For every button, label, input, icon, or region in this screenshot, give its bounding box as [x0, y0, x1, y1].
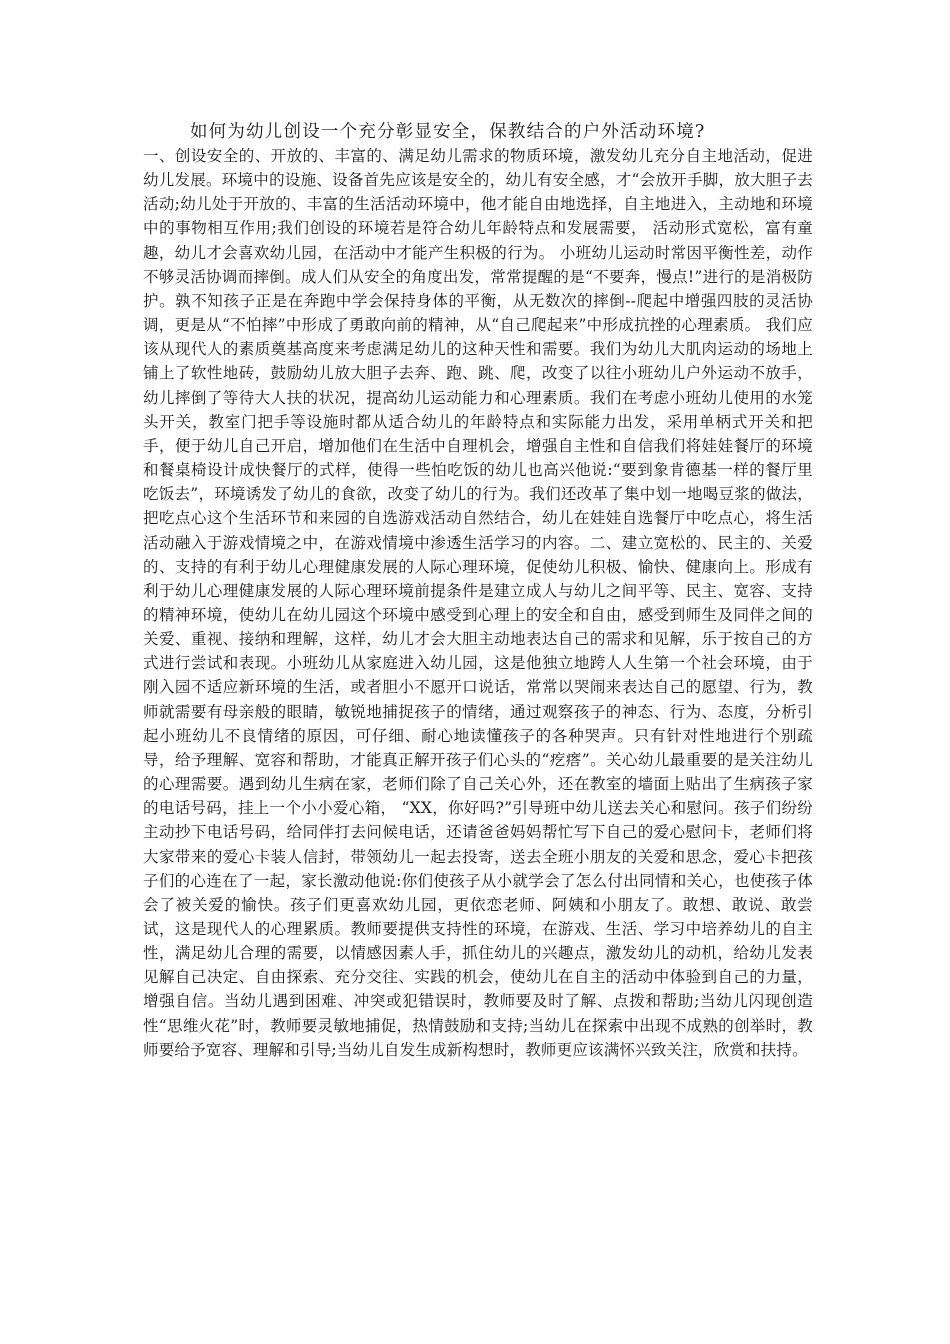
- document-title: 如何为幼儿创设一个充分彰显安全，保教结合的户外活动环境?: [190, 122, 706, 142]
- document-body: 一、创设安全的、开放的、丰富的、满足幼儿需求的物质环境，激发幼儿充分自主地活动，促进幼儿发展。环境中的设施、设备首先应该是安全的，幼儿有安全感，才“会放开手脚，放大胆子去活动;幼儿处于开放的、丰富的生活活动环境中，他才能自由地选择，自主地进入，主动地和环境中的事物相互作用;我们创设的环境若是符合幼儿年龄特点和发展需要， 活动形式宽松，富有童趣，幼儿才会喜欢幼儿园，在活动中才能产生积极的行为。 小班幼儿运动时常因平衡性差，动作不够灵活协调而摔倒。成人们从安全的角度出发，常常提醒的是“不要奔，慢点!”进行的是消极防护。孰不知孩子正是在奔跑中学会保持身体的平衡，从无数次的摔倒--爬起中增强四肢的灵活协调，更是从“不怕摔”中形成了勇敢向前的精神，从“自己爬起来”中形成抗挫的心理素质。 我们应该从现代人的素质奠基高度来考虑满足幼儿的这种天性和需要。我们为幼儿大肌肉运动的场地上铺上了软性地砖，鼓励幼儿放大胆子去奔、跑、跳、爬，改变了以往小班幼儿户外运动不放手，幼儿摔倒了等待大人扶的状况，提高幼儿运动能力和心理素质。我们在考虑小班幼儿使用的水笼头开关，教室门把手等设施时都从适合幼儿的年龄特点和实际能力出发，采用单柄式开关和把手，便于幼儿自己开启，增加他们在生活中自理机会，增强自主性和自信我们将娃娃餐厅的环境和餐桌椅设计成快餐厅的式样，使得一些怕吃饭的幼儿也高兴他说:“要到象肯德基一样的餐厅里吃饭去”，环境诱发了幼儿的食欲，改变了幼儿的行为。我们还改革了集中划一地喝豆浆的做法，把吃点心这个生活环节和来园的自选游戏活动自然结合，幼儿在娃娃自选餐厅中吃点心，将生活活动融入于游戏情境之中，在游戏情境中渗透生活学习的内容。二、建立宽松的、民主的、关爱的、支持的有利于幼儿心理健康发展的人际心理环境，促使幼儿积极、愉快、健康向上。形成有利于幼儿心理健康发展的人际心理环境前提条件是建立成人与幼儿之间平等、民主、宽容、支持的精神环境，使幼儿在幼儿园这个环境中感受到心理上的安全和自由，感受到师生及同伴之间的关爱、重视、接纳和理解，这样，幼儿才会大胆主动地表达自己的需求和见解，乐于按自己的方式进行尝试和表现。小班幼儿从家庭进入幼儿园，这是他独立地跨人人生第一个社会环境，由于刚入园不适应新环境的生活，或者胆小不愿开口说话，常常以哭闹来表达自己的愿望、行为，教师就需要有母亲般的眼睛，敏锐地捕捉孩子的情绪，通过观察孩子的神态、行为、态度，分析引起小班幼儿不良情绪的原因，可仔细、耐心地读懂孩子的各种哭声。只有针对性地进行个别疏导，给予理解、宽容和帮助，才能真正解开孩子们心头的“疙瘩”。关心幼儿最重要的是关注幼儿的心理需要。遇到幼儿生病在家，老师们除了自己关心外，还在教室的墙面上贴出了生病孩子家的电话号码，挂上一个小小爱心箱， “XX，你好吗?”引导班中幼儿送去关心和慰问。孩子们纷纷主动抄下电话号码，给同伴打去问候电话，还请爸爸妈妈帮忙写下自己的爱心慰问卡，老师们将大家带来的爱心卡装人信封，带领幼儿一起去投寄，送去全班小朋友的关爱和思念，爱心卡把孩子们的心连在了一起，家长激动他说:你们使孩子从小就学会了怎么付出同情和关心，也使孩子体会了被关爱的愉快。孩子们更喜欢幼儿园，更依恋老师、阿姨和小朋友了。敢想、敢说、敢尝试，这是现代人的心理累质。教师要提供支持性的环境，在游戏、生活、学习中培养幼儿的自主性，满足幼儿合理的需要，以情感因素人手，抓住幼儿的兴趣点，激发幼儿的动机，给幼儿发表见解自己决定、自由探索、充分交往、实践的机会，使幼儿在自主的活动中体验到自己的力量，增强自信。当幼儿遇到困难、冲突或犯错误时，教师要及时了解、点拨和帮助;当幼儿闪现创造性“思维火花”时，教师要灵敏地捕促，热情鼓励和支持;当幼儿在探索中出现不成熟的创举时，教师要给予宽容、理解和引导;当幼儿自发生成新构想时，教师更应该满怀兴致关注，欣赏和扶持。: [143, 147, 813, 1059]
